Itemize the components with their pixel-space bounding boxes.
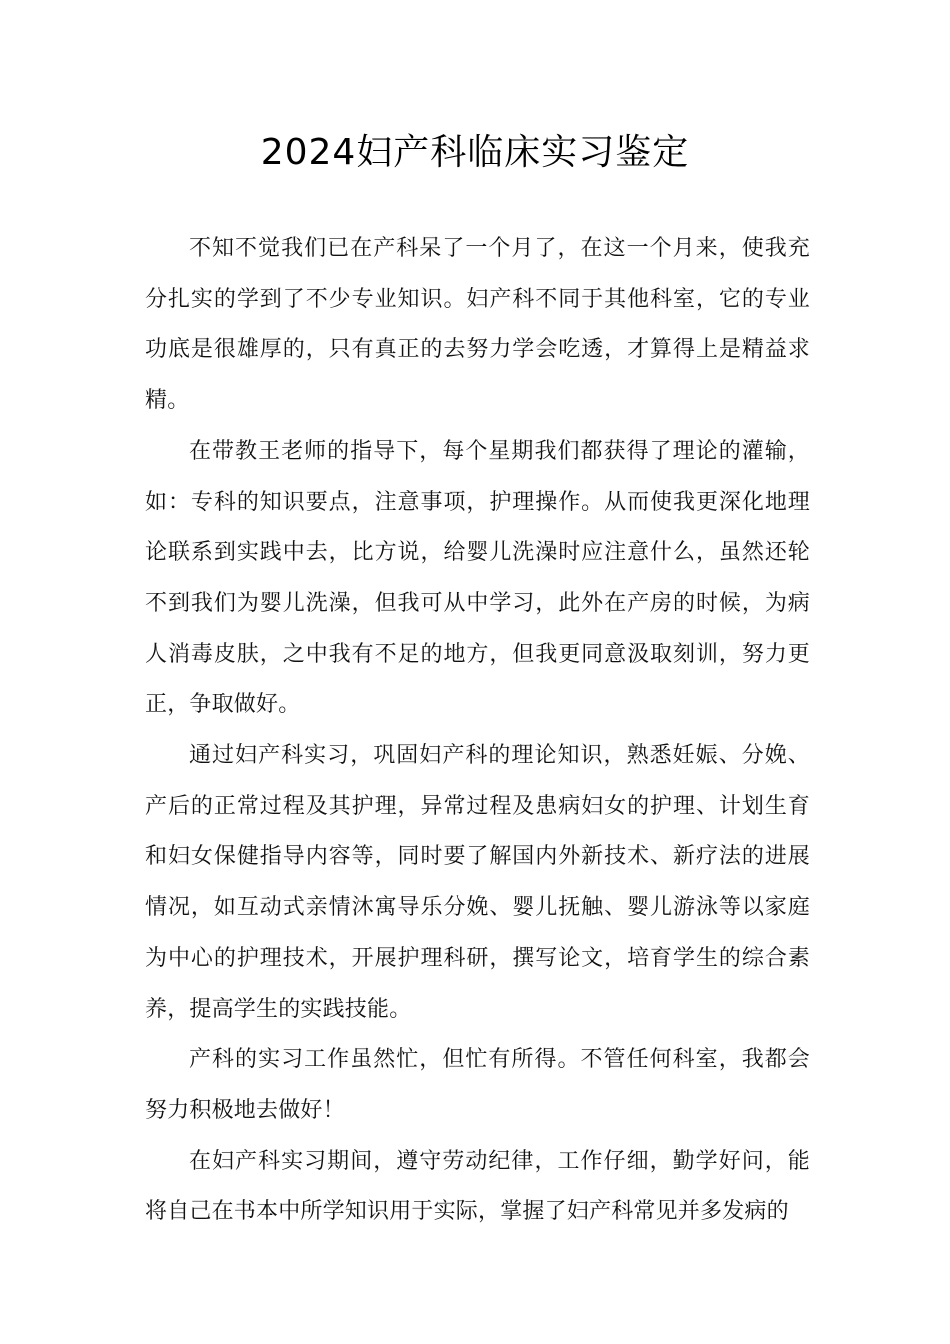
paragraph-1: 不知不觉我们已在产科呆了一个月了，在这一个月来，使我充分扎实的学到了不少专业知识。妇产科不同于其他科室，它的专业功底是很雄厚的，只有真正的去努力学会吃透，才算得上是精益求精。	[145, 236, 810, 414]
document-body	[145, 224, 810, 1238]
paragraph-4: 产科的实习工作虽然忙，但忙有所得。不管任何科室，我都会努力积极地去做好！	[145, 1047, 810, 1123]
paragraph-5: 在妇产科实习期间，遵守劳动纪律，工作仔细，勤学好问，能将自己在书本中所学知识用于实际，掌握了妇产科常见并多发病的	[145, 1148, 810, 1225]
document-title: 2024妇产科临床实习鉴定	[260, 132, 690, 173]
paragraph-2: 在带教王老师的指导下，每个星期我们都获得了理论的灌输，如：专科的知识要点，注意事项，护理操作。从而使我更深化地理论联系到实践中去，比方说，给婴儿洗澡时应注意什么，虽然还轮不到我们为婴儿洗澡，但我可从中学习，此外在产房的时候，为病人消毒皮肤，之中我有不足的地方，但我更同意汲取刻训，努力更正，争取做好。	[145, 438, 810, 718]
paragraph-3: 通过妇产科实习，巩固妇产科的理论知识，熟悉妊娠、分娩、产后的正常过程及其护理，异常过程及患病妇女的护理、计划生育和妇女保健指导内容等，同时要了解国内外新技术、新疗法的进展情况，如互动式亲情沐寓导乐分娩、婴儿抚触、婴儿游泳等以家庭为中心的护理技术，开展护理科研，撰写论文，培育学生的综合素养，提高学生的实践技能。	[145, 743, 810, 1022]
